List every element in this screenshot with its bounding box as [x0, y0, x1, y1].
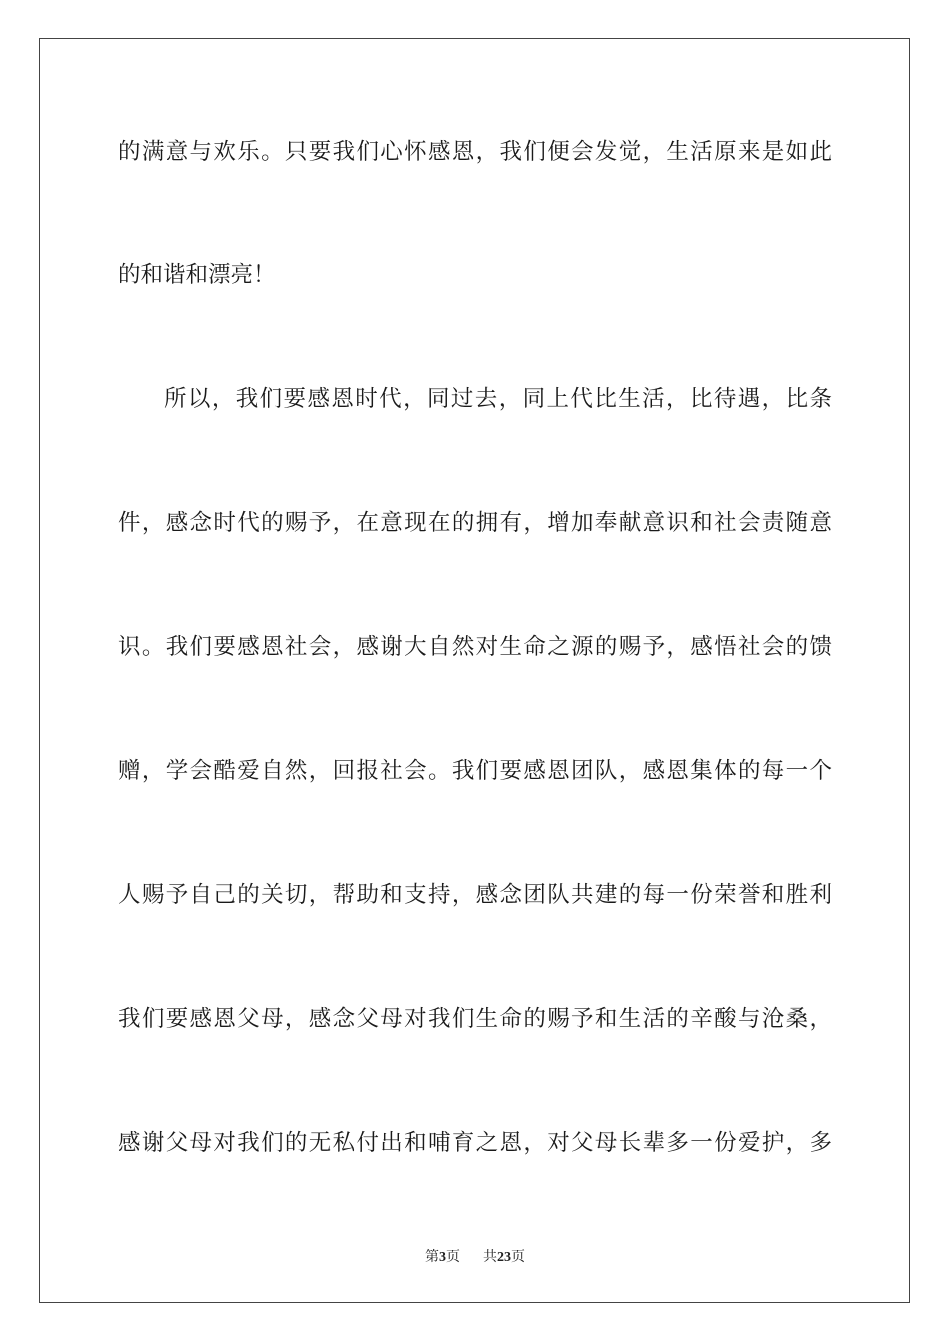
text-line-5: 识。我们要感恩社会，感谢大自然对生命之源的赐予，感悟社会的馈: [118, 634, 832, 660]
footer-page-number: 3: [439, 1250, 447, 1265]
text-line-7: 人赐予自己的关切，帮助和支持，感念团队共建的每一份荣誉和胜利: [118, 882, 832, 908]
footer-total-pages: 23: [496, 1250, 511, 1265]
text-line-8: 我们要感恩父母，感念父母对我们生命的赐予和生活的辛酸与沧桑，: [118, 1006, 832, 1032]
text-line-2: 的和谐和漂亮！: [118, 262, 276, 288]
footer-page-prefix: 第: [425, 1249, 440, 1265]
text-line-3: 所以，我们要感恩时代，同过去，同上代比生活，比待遇，比条: [164, 386, 832, 412]
text-line-1: 的满意与欢乐。只要我们心怀感恩，我们便会发觉，生活原来是如此: [118, 139, 832, 165]
footer-total-prefix: 共: [482, 1249, 497, 1265]
page-border: [39, 38, 910, 1303]
page-footer: [0, 1247, 950, 1268]
text-line-4: 件，感念时代的赐予，在意现在的拥有，增加奉献意识和社会责随意: [118, 510, 832, 536]
text-line-6: 赠，学会酷爱自然，回报社会。我们要感恩团队，感恩集体的每一个: [118, 758, 832, 784]
footer-page-suffix: 页: [446, 1249, 461, 1265]
footer-total-suffix: 页: [510, 1249, 525, 1265]
text-line-9: 感谢父母对我们的无私付出和哺育之恩，对父母长辈多一份爱护，多: [118, 1130, 832, 1156]
